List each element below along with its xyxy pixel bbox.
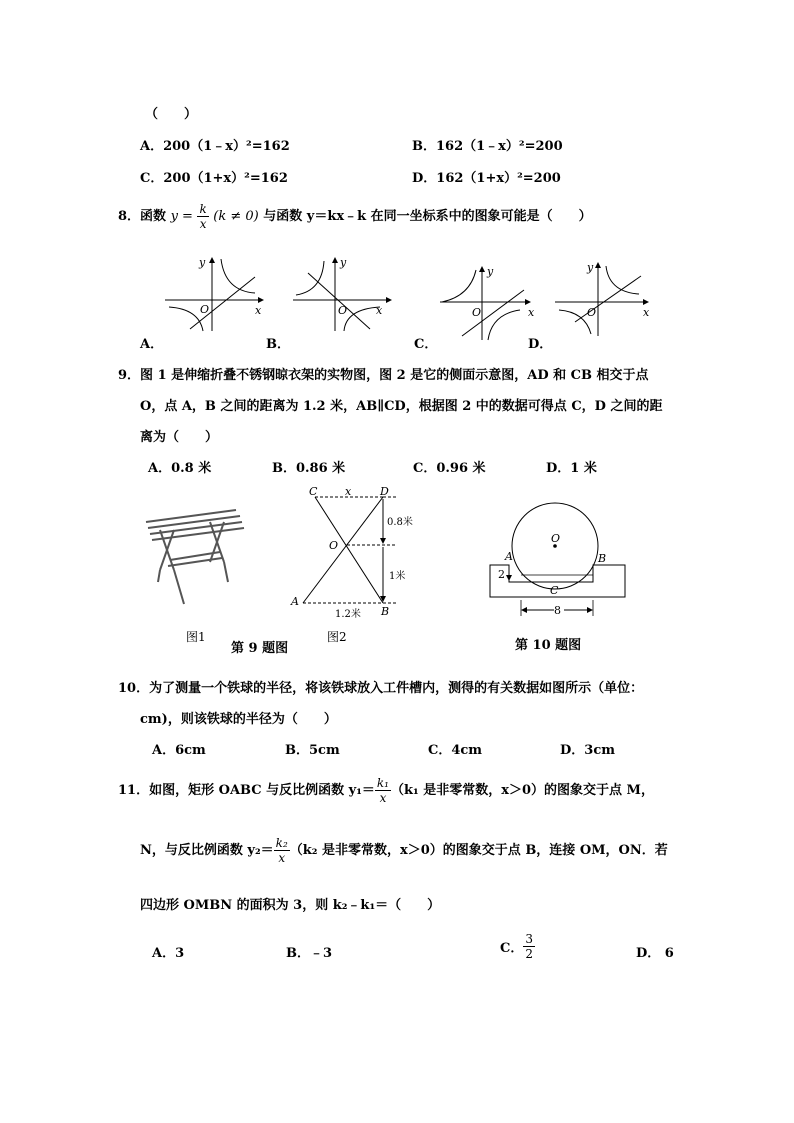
q11-option-d: D． 6: [636, 946, 674, 961]
q8-prefix: 8．函数: [118, 209, 167, 224]
q9-line-3: 离为（ ）: [140, 430, 219, 445]
q10-label-a: A: [505, 550, 513, 563]
q10-label-o: O: [551, 532, 561, 545]
q9-fig2-dim-08: 0.8米: [387, 517, 413, 528]
q11-fraction-2: [274, 836, 290, 865]
q9-fig2-dim-12: 1.2米: [335, 609, 361, 620]
q9-fig2-label-o: O: [329, 539, 339, 552]
q8-stem-rest: 与函数 y＝kx﹣k 在同一坐标系中的图象可能是（ ）: [263, 209, 592, 224]
q10-option-b: B．5cm: [285, 743, 340, 758]
q8-func1-fraction: [197, 202, 208, 231]
q10-fig-caption: 第 10 题图: [515, 638, 582, 653]
q9-line-1: 9．图 1 是伸缩折叠不锈钢晾衣架的实物图，图 2 是它的侧面示意图，AD 和 CB 相交于点: [118, 368, 649, 383]
q8-label-a: A．: [140, 337, 164, 352]
q11-option-b: B．﹣3: [286, 946, 333, 961]
q7-paren: （ ）: [145, 107, 198, 122]
q8c-y-label: y: [487, 265, 494, 278]
q9-fig2-label-d: D: [380, 485, 389, 498]
q7-option-d: D．162（1+x）²=200: [412, 171, 561, 186]
q11-fraction-2-denominator: x: [278, 851, 286, 865]
q11-option-a: A．3: [152, 946, 185, 961]
q10-line-1: 10．为了测量一个铁球的半径，将该铁球放入工件槽内，测得的有关数据如图所示（单位：: [118, 681, 644, 696]
q9-fig2-label-x: x: [345, 485, 352, 498]
q8d-x-label: x: [643, 306, 650, 319]
q10-option-a: A．6cm: [152, 743, 206, 758]
q8d-y-label: y: [587, 261, 594, 274]
q8a-x-label: x: [255, 304, 262, 317]
q11-line-2: [140, 836, 668, 865]
q8b-x-label: x: [376, 304, 383, 317]
q8-graph-b: [288, 253, 408, 333]
q9-fig1-caption: 图1: [186, 630, 206, 644]
q8c-x-label: x: [528, 306, 535, 319]
q8d-line: [575, 276, 641, 322]
q8-graph-c: [432, 262, 542, 342]
q9-option-b: B．0.86 米: [272, 461, 346, 476]
q8c-origin: O: [472, 306, 482, 319]
q11-line-1-b: （k₁ 是非零常数，x＞0）的图象交于点 M，: [391, 783, 654, 798]
q8c-hyperbola-2: [488, 310, 520, 340]
q11-fraction-1-denominator: x: [379, 791, 387, 805]
q9-line-2: O，点 A，B 之间的距离为 1.2 米，AB∥CD，根据图 2 中的数据可得点 C，D 之间的距: [140, 399, 663, 414]
q11-line-1: [118, 776, 654, 805]
q8b-hyperbola-1: [296, 261, 324, 295]
q8b-y-label: y: [340, 256, 347, 269]
q9-option-a: A．0.8 米: [148, 461, 212, 476]
q9-fig2-dim-1: 1米: [389, 571, 406, 582]
q10-label-2: 2: [498, 568, 505, 581]
q8-label-d: D．: [528, 337, 553, 352]
q11-option-c-fraction: [523, 932, 535, 961]
q8a-hyperbola-2: [169, 307, 203, 331]
q10-option-c: C．4cm: [428, 743, 483, 758]
q9-option-c: C．0.96 米: [413, 461, 486, 476]
q9-fig2-label-b: B: [381, 605, 390, 618]
q10-label-8: 8: [554, 604, 561, 617]
q11-line-2-b: （k₂ 是非零常数，x＞0）的图象交于点 B，连接 OM，ON．若: [289, 843, 668, 858]
q10-option-d: D．3cm: [560, 743, 615, 758]
q8c-hyperbola-1: [442, 270, 476, 302]
q8b-origin: O: [338, 304, 348, 317]
q11-option-c-denominator: 2: [525, 947, 533, 961]
q8-func1-lhs: y =: [170, 209, 193, 224]
q8b-line: [308, 273, 370, 329]
q8a-hyperbola-1: [221, 259, 255, 293]
q8-func1-condition: (k ≠ 0): [213, 209, 259, 224]
q10-line-2: cm)，则该铁球的半径为（ ）: [140, 712, 337, 727]
q8-label-b: B．: [266, 337, 290, 352]
q9-fig2-caption: 图2: [327, 630, 347, 644]
q8a-y-label: y: [199, 256, 206, 269]
q9-fig2-diagram: [285, 485, 425, 625]
q8-label-c: C．: [414, 337, 438, 352]
q8-func1-numerator: k: [199, 202, 207, 216]
q11-line-1-a: 11．如图，矩形 OABC 与反比例函数 y₁＝: [118, 783, 375, 798]
q11-line-3: 四边形 OMBN 的面积为 3，则 k₂﹣k₁＝（ ）: [140, 898, 441, 913]
q11-fraction-2-numerator: k₂: [275, 836, 288, 850]
q7-option-a: A．200（1﹣x）²=162: [140, 139, 290, 154]
q8-stem: [118, 202, 592, 231]
q9-option-d: D．1 米: [546, 461, 597, 476]
q10-figure: [484, 490, 634, 620]
q9-fig-caption: 第 9 题图: [231, 641, 289, 656]
q11-line-2-a: N，与反比例函数 y₂＝: [140, 843, 274, 858]
q9-fig1-clothes-rack: [140, 500, 250, 610]
q11-option-c-numerator: 3: [525, 932, 533, 946]
q7-option-b: B．162（1﹣x）²=200: [412, 139, 563, 154]
q8-graph-d: [553, 258, 663, 338]
q8a-origin: O: [200, 303, 210, 316]
q11-option-c: [500, 932, 535, 961]
q8-func1-denominator: x: [199, 217, 207, 231]
q9-fig2-label-c: C: [309, 485, 318, 498]
q11-fraction-1: [375, 776, 391, 805]
q11-fraction-1-numerator: k₁: [376, 776, 389, 790]
q10-label-b: B: [598, 552, 607, 565]
q11-option-c-label: C．: [500, 941, 524, 956]
q9-fig2-label-a: A: [291, 595, 299, 608]
q7-option-c: C．200（1+x）²=162: [140, 171, 288, 186]
q8-graph-a: [155, 253, 275, 333]
q10-label-c: C: [550, 584, 559, 597]
q8d-origin: O: [587, 306, 597, 319]
q8d-hyperbola-1: [606, 266, 639, 294]
